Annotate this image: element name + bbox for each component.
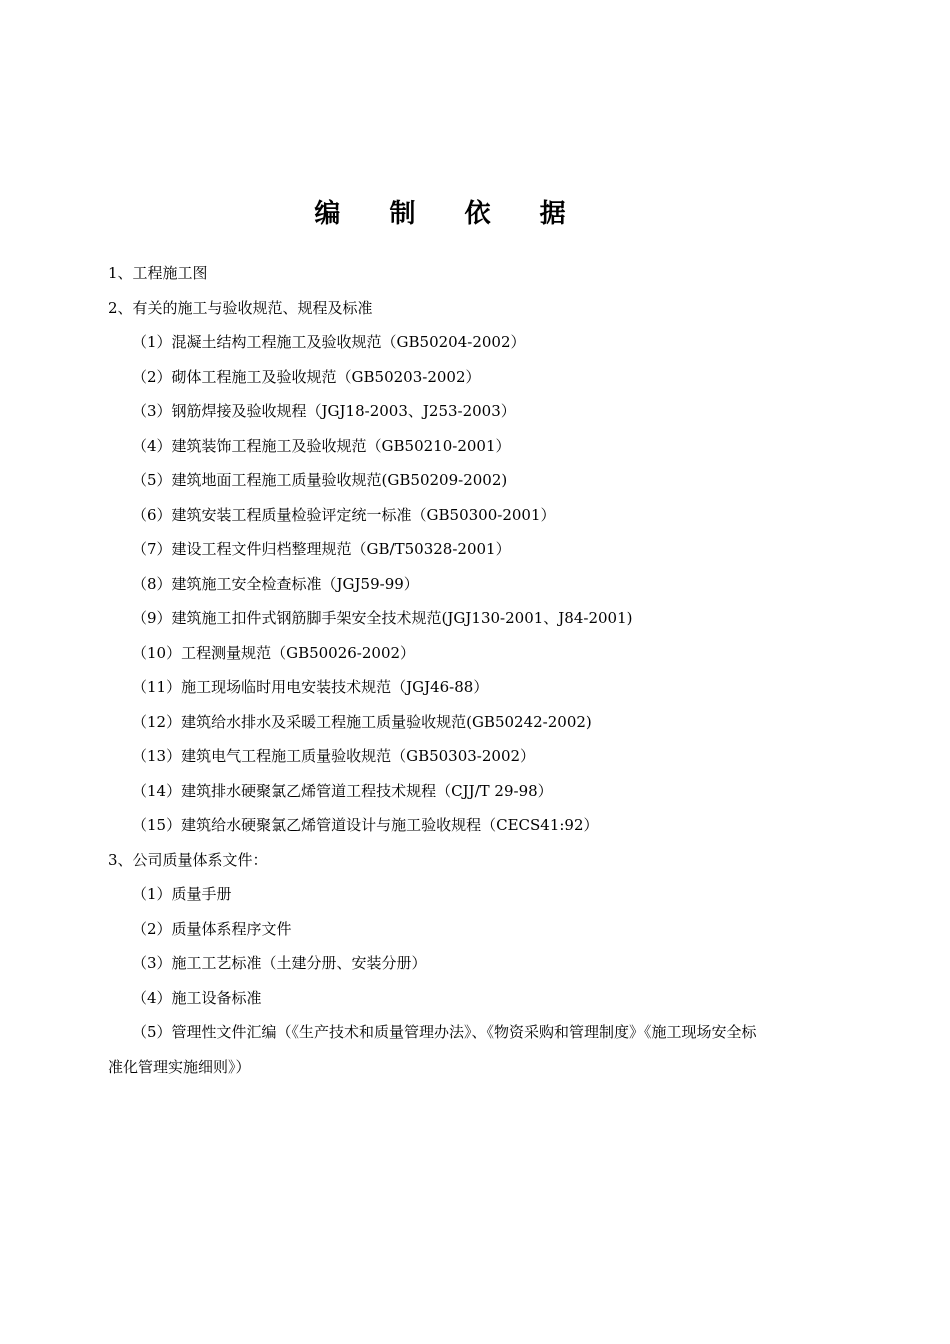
list-item: （7）建设工程文件归档整理规范（GB/T50328-2001） xyxy=(132,540,511,558)
list-item: （2）砌体工程施工及验收规范（GB50203-2002） xyxy=(132,367,481,386)
list-item: （4）施工设备标准 xyxy=(132,988,262,1007)
page-title: 编 制 依 据 xyxy=(314,199,586,229)
list-item: （13）建筑电气工程施工质量验收规范（GB50303-2002） xyxy=(132,747,536,765)
list-item: （6）建筑安装工程质量检验评定统一标准（GB50300-2001） xyxy=(132,505,556,524)
list-item: （8）建筑施工安全检查标准（JGJ59-99） xyxy=(132,574,419,593)
list-item: （3）钢筋焊接及验收规程（JGJ18-2003、J253-2003） xyxy=(132,402,516,420)
list-item: （14）建筑排水硬聚氯乙烯管道工程技术规程（CJJ/T 29-98） xyxy=(132,781,553,800)
list-item: （3）施工工艺标准（土建分册、安装分册） xyxy=(132,954,427,972)
list-item: （5）建筑地面工程施工质量验收规范(GB50209-2002) xyxy=(132,471,508,489)
list-item: （11）施工现场临时用电安装技术规范（JGJ46-88） xyxy=(132,678,489,696)
list-item: （9）建筑施工扣件式钢筋脚手架安全技术规范(JGJ130-2001、J84-2001) xyxy=(132,609,633,627)
list-item: （1）混凝土结构工程施工及验收规范（GB50204-2002） xyxy=(132,333,526,351)
list-item: （1）质量手册 xyxy=(132,885,232,903)
document-body xyxy=(108,256,868,1084)
list-item: （2）质量体系程序文件 xyxy=(132,919,292,938)
section-heading-2: 2、有关的施工与验收规范、规程及标准 xyxy=(108,298,373,317)
list-item: （15）建筑给水硬聚氯乙烯管道设计与施工验收规程（CECS41:92） xyxy=(132,816,599,834)
list-item: （12）建筑给水排水及采暖工程施工质量验收规范(GB50242-2002) xyxy=(132,712,592,731)
section-heading-1: 1、工程施工图 xyxy=(108,264,208,282)
section-heading-3: 3、公司质量体系文件： xyxy=(108,850,268,869)
list-item-wrapped-continuation: 准化管理实施细则》） xyxy=(108,1057,251,1076)
list-item-wrapped-first: （5）管理性文件汇编（《生产技术和质量管理办法》、《物资采购和管理制度》《施工现场安全标 xyxy=(132,1023,757,1041)
list-item: （4）建筑装饰工程施工及验收规范（GB50210-2001） xyxy=(132,436,511,455)
list-item: （10）工程测量规范（GB50026-2002） xyxy=(132,643,416,662)
